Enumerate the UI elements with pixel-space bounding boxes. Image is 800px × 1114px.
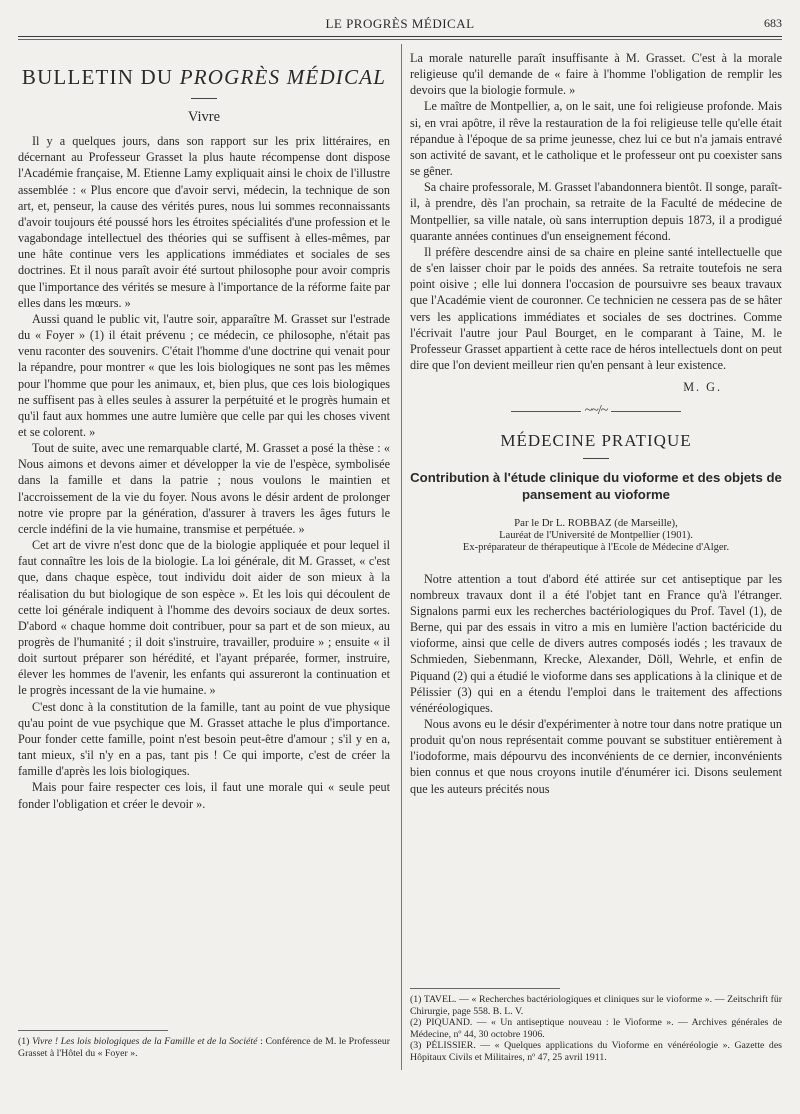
signature: M. G. (683, 380, 722, 395)
footnote: (2) PIQUAND. — « Un antiseptique nouveau : le Vioforme ». — Archives générales de Médecine, nº 44, 30 octobre 1906. (410, 1017, 782, 1040)
page-number: 683 (764, 16, 782, 30)
footnote (18, 1036, 390, 1059)
header-rule-thin (18, 39, 782, 40)
right-footnotes (410, 976, 782, 1064)
running-title: LE PROGRÈS MÉDICAL (325, 16, 475, 31)
bulletin-paragraph: Il préfère descendre ainsi de sa chaire en pleine santé intellectuelle que de s'en laisser choir par le poids des années. Sa retraite toutefois ne sera point oisive ; elle lui donnera l'occasion de poursuivre ses beaux travaux que l'Académie vient de couronner. Ce technicien ne cessera pas de se hâter vers les applications immédiates et sociales de ses doctrines. Comme l'écrivait l'autre jour Paul Bourget, en le comparant à Taine, M. le Professeur Grasset appartient à cette race de héros intellectuels dont on peut dire que l'on devient meilleur rien qu'en pensant à leur existence. (410, 244, 782, 372)
author-affiliation: Ex-préparateur de thérapeutique à l'Ecole de Médecine d'Alger. (462, 542, 730, 554)
ornament-glyph: ~~/~ (584, 403, 608, 419)
bulletin-paragraph: Il y a quelques jours, dans son rapport sur les prix littéraires, en décernant au Professeur Grasset la plus haute récompense dont dispose l'Académie française, M. Etienne Lamy expliquait ainsi le choix de l'illustre assemblée : « Plus encore que d'avoir servi, médecin, la technique de son art, et, penseur, la cause des vérités pures, nous lui sommes reconnaissants d'avoir toujours été poussé hors les étroites spécialités d'une profession et le vagabondage intellectuel des théories qui se suffisent à elles-mêmes, par une hâte continue vers les applications immédiates et sociales de ses doctrines. Et il nous paraît avoir été surtout philosophe pour avoir compris que l'importance des vérités se mesure à l'importance de la réforme faite par elles dans les mœurs. » (18, 134, 390, 310)
bulletin-title-italic: PROGRÈS MÉDICAL (179, 65, 387, 89)
footnote-number: (1) (18, 1036, 33, 1047)
article-paragraph: Nous avons eu le désir d'expérimenter à notre tour dans notre pratique un produit qu'on nous représentait comme pouvant se substituer entièrement à l'iodoforme, mais dépourvu des inconvénients de ce dernier, inconvénients bien connus et que nous croyons inutile d'énumérer ici. Disons seulement que les auteurs précités nous (410, 717, 782, 796)
bulletin-paragraph: Cet art de vivre n'est donc que de la biologie appliquée et pour lequel il faut connaître les lois de la biologie. La loi générale, dit M. Grasset, « c'est que, dans chaque espèce, tout individu doit aider de son mieux à la réalisation du but biologique de son espèce ». Et les lois qui découlent de cette loi générale indiquent à l'homme des devoirs sociaux de deux sortes. D'abord « chaque homme doit contribuer, pour sa part et de son mieux, au progrès de l'humanité ; il doit s'instruire, travailler, produire » ; ensuite « il doit surtout préparer son hérédité, et l'ayant préparée, former, instruire, élever les hommes de l'avenir, les enfants qui assureront la continuation et le progrès incessant de la vie humaine. » (18, 538, 390, 698)
section-ornament (410, 403, 782, 419)
page-header (18, 12, 782, 34)
section-title: MÉDECINE PRATIQUE (500, 431, 692, 451)
bulletin-title-roman: BULLETIN DU (21, 65, 180, 89)
header-rule (18, 36, 782, 37)
footnote-rest: : Conférence de M. le Professeur Grasset à l'Hôtel du « Foyer ». (18, 1036, 390, 1059)
article-byline: Par le Dr L. ROBBAZ (de Marseille), (514, 516, 678, 529)
bulletin-paragraph: Tout de suite, avec une remarquable clarté, M. Grasset a posé la thèse : « Nous aimons et devons aimer et développer la vie de l'espèce, symbolisée dans la famille et dans la patrie ; nous voulons le maintien et l'accroissement de la vie du foyer. Nous avons le désir ardent de prolonger notre vie propre par la génération, d'assurer à travers les âges futurs le cercle indéfini de la vie humaine, transmise et perpétuée. » (18, 441, 390, 536)
left-column (18, 50, 390, 1059)
bulletin-title (18, 64, 390, 90)
section-dash (583, 458, 609, 459)
bulletin-subtitle: Vivre (187, 109, 221, 125)
left-footnotes (18, 1018, 390, 1059)
bulletin-paragraph: Mais pour faire respecter ces lois, il faut une morale qui « seule peut fonder l'obligation et créer le devoir ». (18, 780, 390, 811)
footnote-rule (410, 988, 560, 989)
right-column (410, 50, 782, 1063)
title-dash (191, 98, 217, 99)
column-divider (401, 44, 402, 1070)
footnote: (1) TAVEL. — « Recherches bactériologiques et cliniques sur le vioforme ». — Zeitschrift für Chirurgie, page 558. B. L. V. (410, 994, 782, 1017)
bulletin-paragraph: Sa chaire professorale, M. Grasset l'abandonnera bientôt. Il songe, paraît-il, à prendre, dès l'an prochain, sa retraite de la Faculté de médecine de Montpellier, sa ville natale, où sans interruption depuis 1873, il a prodigué quarante années continues d'un enseignement fécond. (410, 180, 782, 243)
bulletin-paragraph: La morale naturelle paraît insuffisante à M. Grasset. C'est à la morale religieuse qu'il demande de « faire à l'homme l'obligation de remplir les devoirs que la biologie formule. » (410, 51, 782, 98)
article-paragraph: Notre attention a tout d'abord été attirée sur cet antiseptique par les nombreux travaux dont il a été l'objet tant en France qu'à l'étranger. Signalons parmi eux les recherches bactériologiques du Prof. Tavel (1), de Berne, qui par des essais in vitro a mis en lumière l'action bactéricide du vioforme, ainsi que celle de divers autres composés iodés ; les travaux de Schmieden, Siebenmann, Krecke, Alexander, Döll, Wehrle, et enfin de Piquand (2) qui a étudié le vioforme dans ses applications à la clinique et de Pélissier (3) qui en a étendu l'emploi dans le traitement des affections vénéréologiques. (410, 571, 782, 715)
ornament-line-left (511, 411, 581, 412)
bulletin-paragraph: Aussi quand le public vit, l'autre soir, apparaître M. Grasset sur l'estrade du « Foyer » (1) il était prévenu ; ce médecin, ce philosophe, n'était pas venu raconter des souvenirs. C'était l'homme d'une doctrine qui venait pour la répandre, pour montrer « que les lois biologiques ne sont pas les mêmes pour l'homme que pour les animaux, et, bien plus, que ces lois biologiques ne suffisent pas à elles seules à assurer la perpétuité et le progrès humain et qu'il faut aux hommes une autre lumière que celle par qui les choses vivent et se colorent. » (18, 311, 390, 439)
footnote-rule (18, 1030, 168, 1031)
footnote-italic: Vivre ! Les lois biologiques de la Famille et de la Société (32, 1036, 258, 1047)
footnote: (3) PÉLISSIER. — « Quelques applications du Vioforme en vénéréologie ». Gazette des Hôpitaux Civils et Militaires, nº 47, 25 avril 1911. (410, 1040, 782, 1063)
ornament-line-right (611, 411, 681, 412)
article-title: Contribution à l'étude clinique du vioforme et des objets de pansement au vioforme (410, 469, 782, 502)
bulletin-paragraph: Le maître de Montpellier, a, on le sait, une foi religieuse profonde. Mais si, en vrai apôtre, il rêve la restauration de la foi religieuse telle qu'elle était répandue à l'époque de sa prime jeunesse, chez lui ce but n'a jamais entravé son activité de savant, et le catholique et le professeur ont pu coexister sans se gêner. (410, 99, 782, 179)
bulletin-paragraph: C'est donc à la constitution de la famille, tant au point de vue physique qu'au point de vue psychique que M. Grasset attache le plus d'importance. Pour fonder cette famille, point n'est besoin peut-être d'amour ; s'il y en a, tant mieux, s'il n'y en a pas, tant pis ! Ce qui importe, c'est de créer la famille d'après les lois biologiques. (18, 699, 390, 779)
author-affiliation: Lauréat de l'Université de Montpellier (1901). (499, 529, 693, 541)
